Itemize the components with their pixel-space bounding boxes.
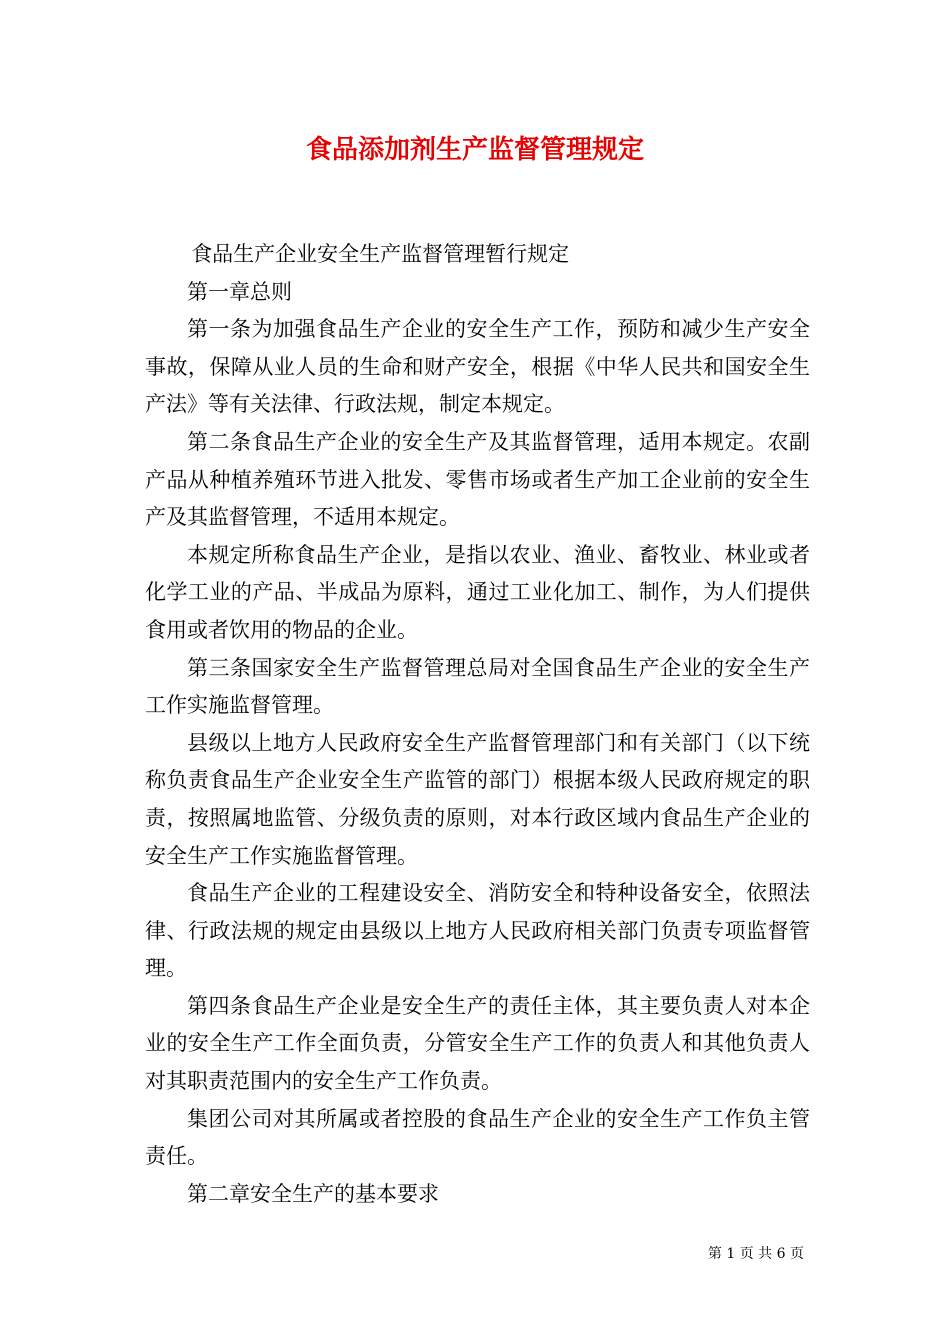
document-title: 食品添加剂生产监督管理规定	[305, 135, 644, 165]
paragraph-article-4: 第四条食品生产企业是安全生产的责任主体，其主要负责人对本企业的安全生产工作全面负责，分管安全生产工作的负责人和其他负责人对其职责范围内的安全生产工作负责。	[145, 993, 810, 1094]
paragraph-article-2: 第二条食品生产企业的安全生产及其监督管理，适用本规定。农副产品从种植养殖环节进入批发、零售市场或者生产加工企业前的安全生产及其监督管理，不适用本规定。	[145, 429, 810, 530]
paragraph-local-supervision: 县级以上地方人民政府安全生产监督管理部门和有关部门（以下统称负责食品生产企业安全生产监管的部门）根据本级人民政府规定的职责，按照属地监管、分级负责的原则，对本行政区域内食品生产企业的安全生产工作实施监督管理。	[145, 730, 810, 868]
paragraph-special-supervision: 食品生产企业的工程建设安全、消防安全和特种设备安全，依照法律、行政法规的规定由县级以上地方人民政府相关部门负责专项监督管理。	[145, 881, 810, 981]
paragraph-article-1: 第一条为加强食品生产企业的安全生产工作，预防和减少生产安全事故，保障从业人员的生命和财产安全，根据《中华人民共和国安全生产法》等有关法律、行政法规，制定本规定。	[145, 317, 810, 417]
paragraph-subtitle: 食品生产企业安全生产监督管理暂行规定	[191, 242, 570, 266]
paragraph-article-3: 第三条国家安全生产监督管理总局对全国食品生产企业的安全生产工作实施监督管理。	[145, 655, 810, 718]
page-number: 第 1 页 共 6 页	[707, 1246, 804, 1262]
paragraph-definition: 本规定所称食品生产企业，是指以农业、渔业、畜牧业、林业或者化学工业的产品、半成品为原料，通过工业化加工、制作，为人们提供食用或者饮用的物品的企业。	[145, 542, 810, 642]
paragraph-chapter-2-heading: 第二章安全生产的基本要求	[187, 1181, 439, 1206]
paragraph-chapter-1-heading: 第一章总则	[187, 279, 292, 304]
document-body	[145, 236, 810, 1213]
paragraph-group-responsibility: 集团公司对其所属或者控股的食品生产企业的安全生产工作负主管责任。	[145, 1106, 810, 1169]
